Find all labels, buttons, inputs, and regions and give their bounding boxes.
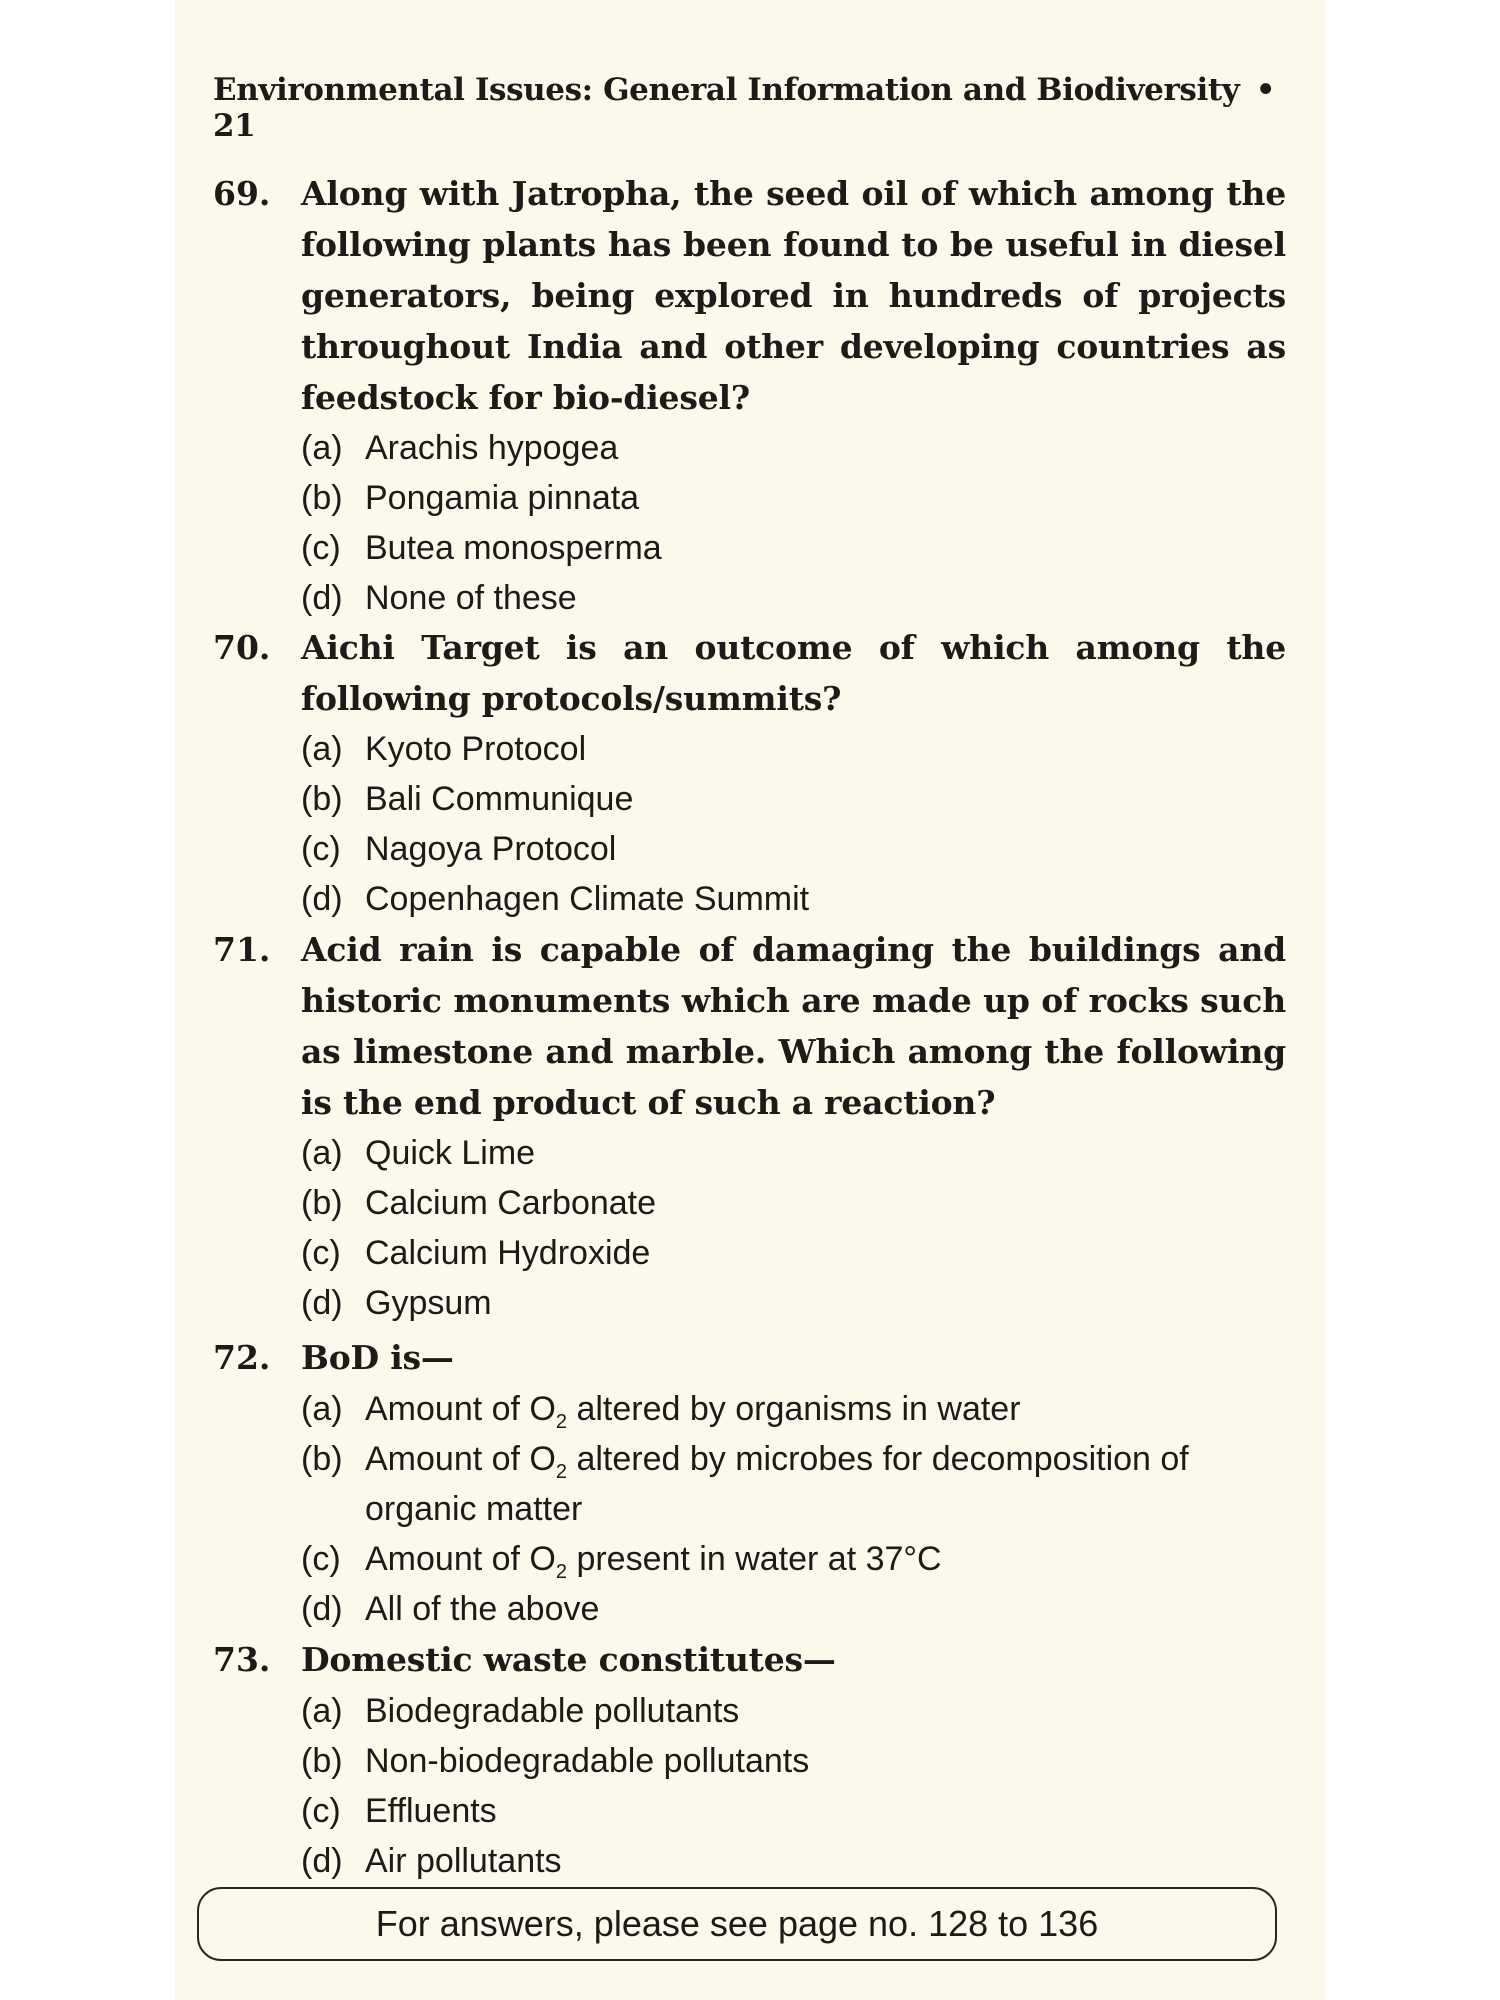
- book-page: [175, 0, 1325, 2000]
- option-text: Arachis hypogea: [365, 429, 619, 467]
- option-a: [301, 1384, 1303, 1434]
- option-label: (c): [301, 1792, 341, 1830]
- option-a: [301, 1128, 1303, 1178]
- option-list: [301, 724, 1303, 924]
- option-label: (a): [301, 730, 343, 768]
- option-list: [301, 1128, 1303, 1328]
- option-label: (c): [301, 529, 341, 567]
- option-text: Gypsum: [365, 1284, 492, 1322]
- option-d: [301, 1278, 1303, 1328]
- option-label: (b): [301, 1440, 343, 1478]
- option-list: [301, 1686, 1303, 1886]
- option-c: [301, 824, 1303, 874]
- option-text: None of these: [365, 579, 577, 617]
- option-text: Bali Communique: [365, 780, 634, 818]
- question-text: Along with Jatropha, the seed oil of which among the following plants has been found to be useful in diesel generators, being explored in hundreds of projects throughout India and other developing countries as feedstock for bio-diesel?: [301, 174, 1286, 417]
- option-text: Amount of $O_2$ altered by organisms in water: [365, 1390, 1021, 1433]
- option-text: Calcium Carbonate: [365, 1184, 657, 1222]
- option-label: (a): [301, 429, 343, 467]
- option-list: [301, 1384, 1303, 1634]
- option-text: Amount of $O_2$ altered by microbes for decomposition of organic matter: [365, 1440, 1189, 1528]
- option-label: (d): [301, 880, 343, 918]
- question-text: Domestic waste constitutes—: [301, 1640, 836, 1679]
- option-label: (a): [301, 1134, 343, 1172]
- option-text: Quick Lime: [365, 1134, 536, 1172]
- page-number: • 21: [213, 72, 1276, 144]
- question-number: 73.: [213, 1640, 271, 1679]
- option-label: (d): [301, 1284, 343, 1322]
- option-text: Air pollutants: [365, 1842, 562, 1880]
- option-c: [301, 1534, 1303, 1584]
- question-number: 70.: [213, 628, 271, 667]
- question-number: 72.: [213, 1338, 271, 1377]
- option-label: (d): [301, 579, 343, 617]
- question-72: [213, 1332, 1303, 1634]
- answer-note: For answers, please see page no. 128 to 136: [375, 1903, 1099, 1944]
- question-number: 69.: [213, 174, 271, 213]
- option-label: (b): [301, 479, 343, 517]
- answer-reference-box: [197, 1887, 1277, 1961]
- option-text: Effluents: [365, 1792, 497, 1830]
- question-text: Acid rain is capable of damaging the buildings and historic monuments which are made up of rocks such as limestone and marble. Which among the following is the end product of such a reaction?: [301, 930, 1286, 1122]
- option-label: (b): [301, 1184, 343, 1222]
- option-label: (d): [301, 1590, 343, 1628]
- option-text: Butea monosperma: [365, 529, 662, 567]
- option-label: (c): [301, 830, 341, 868]
- option-text: Nagoya Protocol: [365, 830, 617, 868]
- question-69: [213, 168, 1303, 623]
- question-text: Aichi Target is an outcome of which among the following protocols/summits?: [301, 628, 1286, 718]
- option-b: [301, 1434, 1303, 1534]
- option-d: [301, 1836, 1303, 1886]
- option-a: [301, 724, 1303, 774]
- option-b: [301, 774, 1303, 824]
- question-number: 71.: [213, 930, 271, 969]
- option-label: (c): [301, 1234, 341, 1272]
- option-text: Biodegradable pollutants: [365, 1692, 740, 1730]
- option-text: Non-biodegradable pollutants: [365, 1742, 810, 1780]
- option-label: (d): [301, 1842, 343, 1880]
- option-label: (a): [301, 1692, 343, 1730]
- option-b: [301, 1736, 1303, 1786]
- option-d: [301, 874, 1303, 924]
- option-text: Pongamia pinnata: [365, 479, 640, 517]
- question-73: [213, 1634, 1303, 1886]
- option-d: [301, 573, 1303, 623]
- option-b: [301, 473, 1303, 523]
- option-label: (b): [301, 1742, 343, 1780]
- option-text: All of the above: [365, 1590, 600, 1628]
- question-71: [213, 924, 1303, 1328]
- option-a: [301, 423, 1303, 473]
- option-list: [301, 423, 1303, 623]
- option-c: [301, 1786, 1303, 1836]
- option-b: [301, 1178, 1303, 1228]
- running-header: [213, 72, 1303, 144]
- option-label: (c): [301, 1540, 341, 1578]
- option-c: [301, 1228, 1303, 1278]
- option-text: Kyoto Protocol: [365, 730, 587, 768]
- option-a: [301, 1686, 1303, 1736]
- option-c: [301, 523, 1303, 573]
- option-label: (b): [301, 780, 343, 818]
- question-70: [213, 622, 1303, 924]
- question-text: BoD is—: [301, 1338, 454, 1377]
- option-d: [301, 1584, 1303, 1634]
- chapter-title: Environmental Issues: General Information and Biodiversity: [213, 72, 1240, 108]
- option-label: (a): [301, 1390, 343, 1428]
- option-text: Copenhagen Climate Summit: [365, 880, 810, 918]
- option-text: Amount of $O_2$ present in water at 37°C: [365, 1540, 942, 1583]
- option-text: Calcium Hydroxide: [365, 1234, 651, 1272]
